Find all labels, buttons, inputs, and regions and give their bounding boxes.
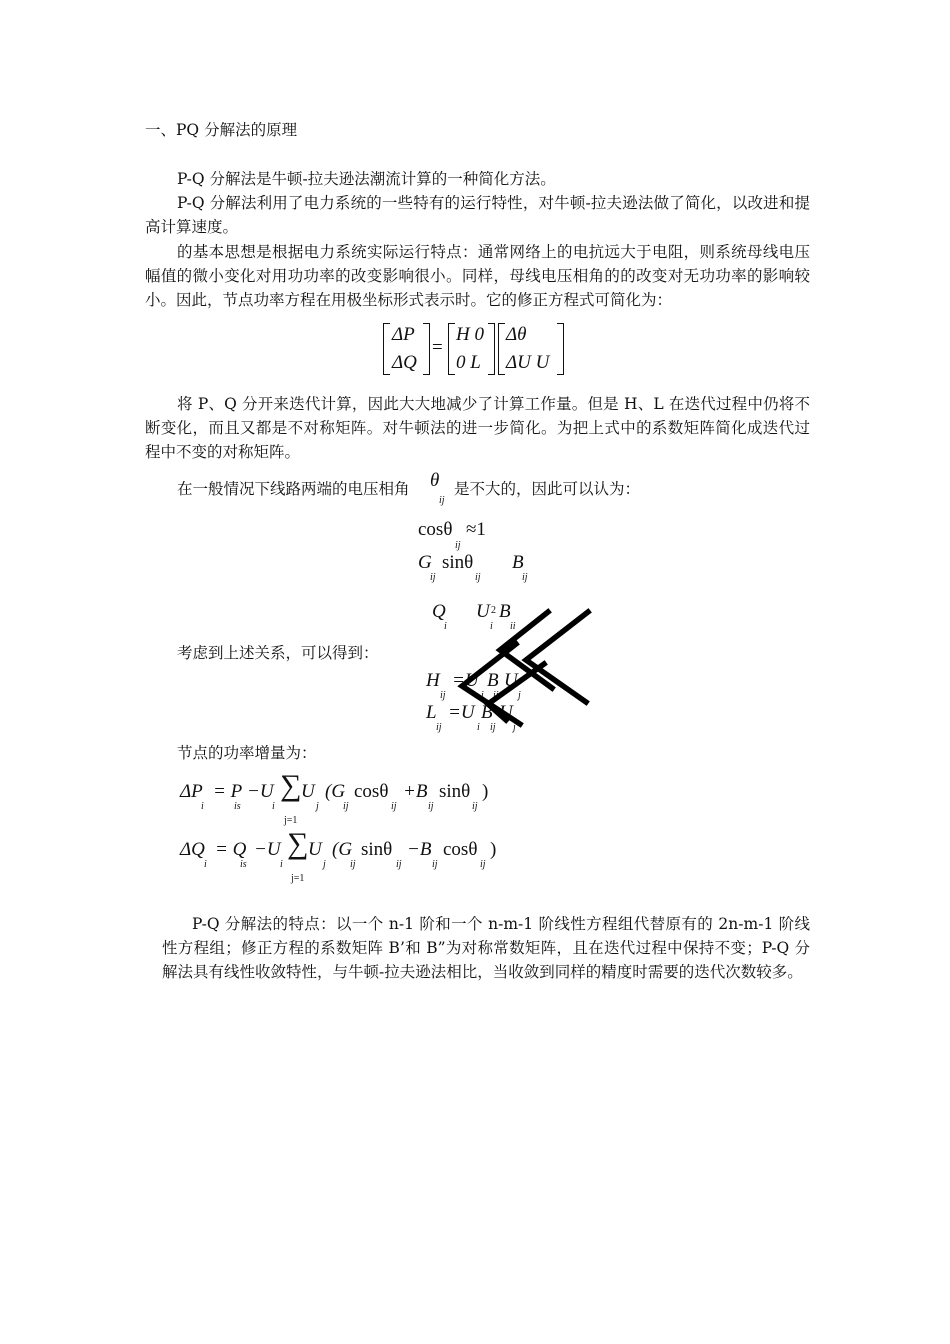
dq-G: (G <box>332 839 353 860</box>
dp-cos: cosθ <box>354 781 389 802</box>
dp-B: +B <box>403 781 428 802</box>
theta-subscript: ij <box>439 495 445 506</box>
dq-G-sub: ij <box>350 859 356 870</box>
L-rhs-sub-i: i <box>477 722 480 733</box>
paragraph-characteristics: P-Q 分解法的特点：以一个 n-1 阶和一个 n-m-1 阶线性方程组代替原有的 2n-m-1 阶线性方程组；修正方程的系数矩阵 B’和 B”为对称常数矩阵，且在迭代过程中保持不变；P-Q 分解法具有线性收敛特性，与牛顿-拉夫逊法相比，当收敛到同样的精度时需要的迭代次数较多。 <box>162 915 810 981</box>
matrix-lhs-top: ΔP <box>392 324 415 345</box>
dq-Qis-sub: is <box>240 859 247 870</box>
H-rhs-B: B <box>487 670 499 691</box>
dq-sum-sign: ∑ <box>287 827 309 860</box>
L-sub: ij <box>436 722 442 733</box>
sin-term: sinθ <box>442 552 474 573</box>
B-sub: ij <box>522 572 528 583</box>
scribble-mark <box>440 600 600 730</box>
dq-Uj-sub: j <box>323 859 326 870</box>
L-symbol: L <box>426 702 437 723</box>
paragraph-angle-after: 是不大的，因此可以认为： <box>454 480 641 498</box>
section-heading: 一、PQ 分解法的原理 <box>145 121 298 139</box>
left-bracket <box>498 323 505 375</box>
matrix-lhs-bottom: ΔQ <box>392 352 417 373</box>
L-rhs-sub-ij: ij <box>490 722 496 733</box>
Q-symbol: Q <box>432 601 446 622</box>
B-symbol: B <box>512 552 524 573</box>
H-rhs-sub-ij: ij <box>493 690 499 701</box>
U-sub: i <box>490 621 493 632</box>
Bii-symbol: B <box>499 601 511 622</box>
cos-approx: cosθ <box>418 519 453 540</box>
right-bracket <box>557 323 564 375</box>
right-bracket <box>423 323 430 375</box>
dq-Qis: = Q <box>215 839 247 860</box>
H-symbol: H <box>426 670 440 691</box>
Q-sub: i <box>444 621 447 632</box>
matrix-coeff-top: H 0 <box>456 324 484 345</box>
dq-sum-limit: j=1 <box>291 873 305 884</box>
cos-approx-sub: ij <box>455 540 461 551</box>
dq-lhs: ΔQ <box>180 839 205 860</box>
equals-sign: = <box>432 337 443 358</box>
left-bracket <box>383 323 390 375</box>
dq-Ui-sub: i <box>280 859 283 870</box>
paragraph-iteration: 将 P、Q 分开来迭代计算，因此大大地减少了计算工作量。但是 H、L 在迭代过程中仍将不断变化，而且又都是不对称矩阵。对牛顿法的进一步简化。为把上式中的系数矩阵简化成迭代过程中不变的对称矩阵。 <box>145 395 810 461</box>
dq-B: −B <box>407 839 432 860</box>
paragraph-angle-before: 在一般情况下线路两端的电压相角 <box>177 480 410 498</box>
U-symbol: U <box>476 601 490 622</box>
dp-G-sub: ij <box>343 801 349 812</box>
paragraph-purpose: P-Q 分解法利用了电力系统的一些特有的运行特性，对牛顿-拉夫逊法做了简化，以改进和提高计算速度。 <box>145 194 810 236</box>
dp-G: (G <box>325 781 346 802</box>
paragraph-relation: 考虑到上述关系，可以得到： <box>177 644 379 662</box>
dq-lhs-sub: i <box>204 859 207 870</box>
dp-Ui-sub: i <box>272 801 275 812</box>
dq-sin: sinθ <box>361 839 393 860</box>
L-rhs-U: =U <box>448 702 475 723</box>
dp-Uj: U <box>301 781 315 802</box>
H-sub: ij <box>440 690 446 701</box>
cos-approx-tail: ≈1 <box>466 519 486 540</box>
L-rhs-B: B <box>481 702 493 723</box>
left-bracket <box>448 323 455 375</box>
H-rhs-Uj: U <box>504 670 518 691</box>
dq-Uj: U <box>308 839 322 860</box>
dp-sin: sinθ <box>439 781 471 802</box>
H-rhs-U: =U <box>452 670 479 691</box>
Bii-sub: ii <box>510 621 516 632</box>
matrix-coeff-bottom: 0 L <box>456 352 481 373</box>
dq-sin-sub: ij <box>396 859 402 870</box>
dp-Uj-sub: j <box>316 801 319 812</box>
paragraph-increment: 节点的功率增量为： <box>177 744 317 762</box>
dq-Ui: −U <box>254 839 281 860</box>
theta-symbol: θ <box>430 470 440 491</box>
dp-sum-limit: j=1 <box>284 815 298 826</box>
dp-Pis: = P <box>213 781 243 802</box>
G-symbol: G <box>418 552 432 573</box>
dp-cos-sub: ij <box>391 801 397 812</box>
H-rhs-sub-j: j <box>518 690 521 701</box>
matrix-rhs-bottom: ΔU U <box>506 352 550 373</box>
matrix-rhs-top: Δθ <box>506 324 527 345</box>
G-sub: ij <box>430 572 436 583</box>
dp-Pis-sub: is <box>234 801 241 812</box>
dp-Ui: −U <box>247 781 274 802</box>
dp-close-paren: ) <box>482 781 489 802</box>
dp-lhs: ΔP <box>180 781 203 802</box>
paragraph-intro: P-Q 分解法是牛顿-拉夫逊法潮流计算的一种简化方法。 <box>177 170 556 188</box>
paragraph-basic-idea: 的基本思想是根据电力系统实际运行特点：通常网络上的电抗远大于电阻，则系统母线电压幅值的微小变化对用功功率的改变影响很小。同样，母线电压相角的的改变对无功功率的影响较小。因此，节点功率方程在用极坐标形式表示时。它的修正方程式可简化为： <box>145 243 810 309</box>
dq-cos-sub: ij <box>480 859 486 870</box>
L-rhs-Uj: U <box>499 702 513 723</box>
dq-cos: cosθ <box>443 839 478 860</box>
dq-close-paren: ) <box>490 839 497 860</box>
H-rhs-sub-i: i <box>481 690 484 701</box>
dp-lhs-sub: i <box>201 801 204 812</box>
sin-sub: ij <box>475 572 481 583</box>
dp-B-sub: ij <box>428 801 434 812</box>
L-rhs-sub-j: j <box>513 722 516 733</box>
dq-B-sub: ij <box>432 859 438 870</box>
dp-sum-sign: ∑ <box>280 769 302 802</box>
U-superscript: 2 <box>491 605 496 616</box>
right-bracket <box>488 323 495 375</box>
dp-sin-sub: ij <box>472 801 478 812</box>
